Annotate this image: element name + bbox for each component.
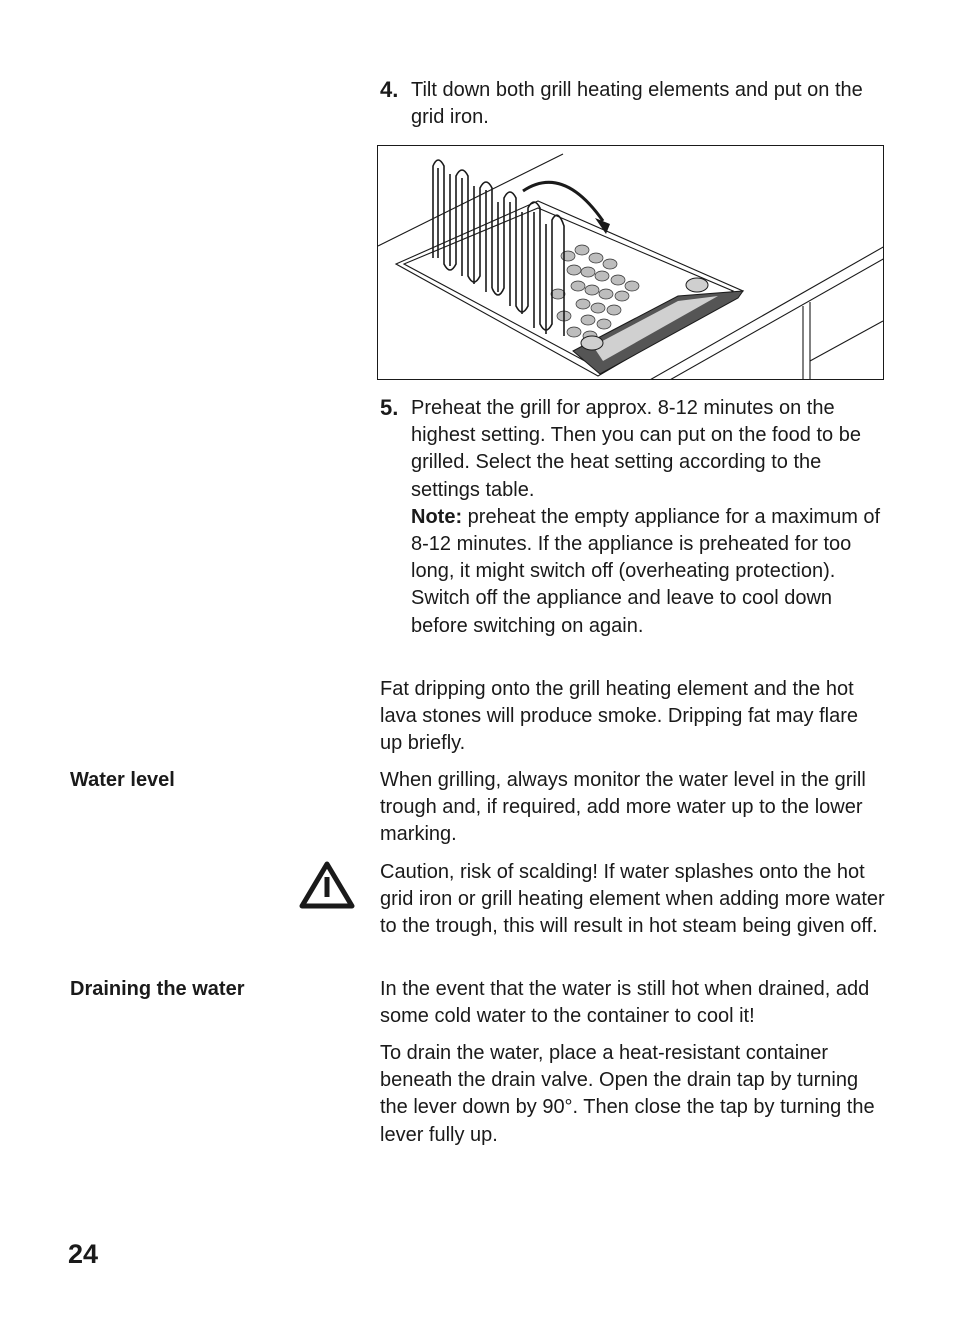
water-level-heading: Water level [70,769,175,791]
step-5-number: 5. [380,395,399,420]
fat-paragraph: Fat dripping onto the grill heating element and the hot lava stones will produce smoke. Dripping fat may flare up briefly. [380,678,858,755]
water-level-text: When grilling, always monitor the water level in the grill trough and, if required, add more water up to the lower marking. [380,769,866,846]
draining-heading: Draining the water [70,978,245,1000]
page-number: 24 [68,1239,99,1269]
draining-text-1: In the event that the water is still hot when drained, add some cold water to the container to cool it! [380,978,870,1028]
note-label: Note: [411,505,463,528]
step-4-text: Tilt down both grill heating elements and put on the grid iron. [411,79,863,129]
grill-drawing [378,146,884,380]
draining-text-2: To drain the water, place a heat-resistant container beneath the drain valve. Open the drain tap by turning the lever down by 90°. Then close the tap by turning the lever fully up. [380,1042,875,1146]
control-knob-back [686,278,708,292]
note-text: preheat the empty appliance for a maximum of 8-12 minutes. If the appliance is preheated for too long, it might switch off (overheating protection). Switch off the appliance and leave to cool down before switching on again. [411,505,881,637]
control-knob-front [581,336,603,350]
caution-text: Caution, risk of scalding! If water splashes onto the hot grid iron or grill heating element when adding more water to the trough, this will result in hot steam being given off. [380,861,885,938]
grill-illustration [377,145,884,380]
step-5-body: Preheat the grill for approx. 8-12 minutes on the highest setting. Then you can put on the food to be grilled. Select the heat setting according to the settings table. [411,397,861,501]
step-4-number: 4. [380,77,399,102]
step-5-text [411,395,885,640]
warning-triangle-icon [299,860,355,910]
